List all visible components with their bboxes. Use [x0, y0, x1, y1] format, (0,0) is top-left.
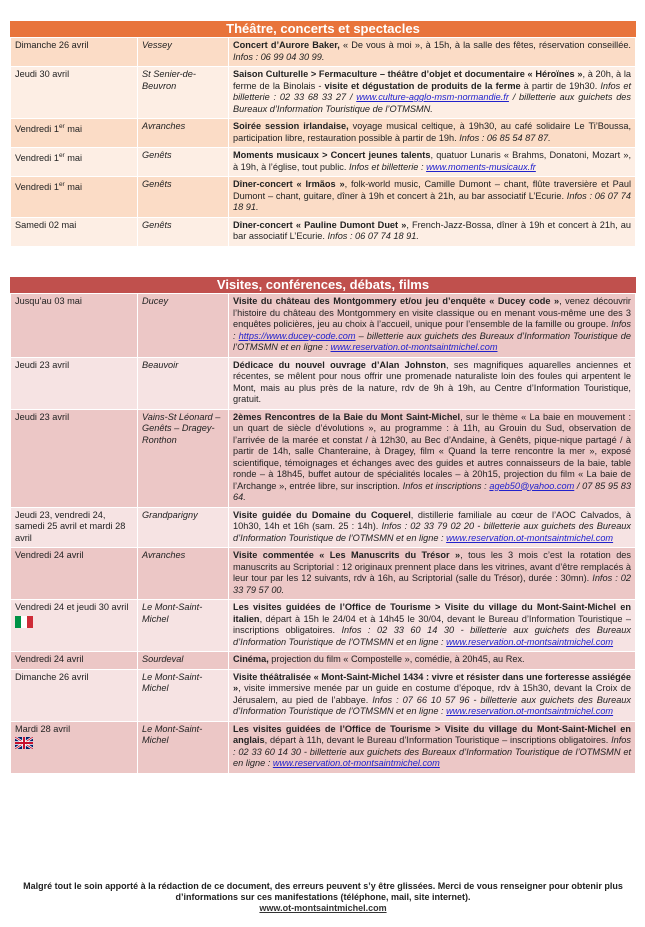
event-date [11, 507, 138, 548]
event-date [11, 600, 138, 652]
event-link[interactable]: www.reservation.ot-montsaintmichel.com [272, 758, 440, 768]
event-date [11, 357, 138, 409]
event-place-text: Genêts [142, 150, 172, 160]
event-place-text: Beauvoir [142, 359, 179, 370]
event-date [11, 409, 138, 507]
event-place [138, 119, 229, 148]
event-place [138, 721, 229, 773]
event-date-text: Jeudi 23 avril [15, 411, 70, 422]
event-link[interactable]: https://www.ducey-code.com [238, 330, 356, 341]
event-date [11, 669, 138, 721]
event-place-text: Sourdeval [142, 654, 184, 664]
event-place [138, 294, 229, 358]
event-place-text: Vessey [142, 40, 172, 50]
event-date-text: Samedi 02 mai [15, 219, 77, 230]
event-description-segment: Les visites guidées de l’Office de Tourisme > Visite du village du Mont-Saint-Michel en italien [233, 602, 631, 624]
event-description-segment: , à 20h, à la ferme de la Binolais - [233, 69, 632, 91]
event-place-text: Genêts [142, 179, 172, 189]
event-place [138, 177, 229, 218]
event-row [11, 148, 636, 177]
event-description-segment: – billetterie aux guichets des Bureaux d’Information Touristique de l’OTMSMN et en ligne : [233, 330, 631, 352]
event-description-segment: Infos : [233, 319, 631, 341]
event-description-segment: Infos : 07 66 10 57 96 - billetterie aux guichets des Bureaux d’Information Touristique de l’OTMSMN et en ligne : [233, 694, 632, 716]
event-link[interactable]: www.reservation.ot-montsaintmichel.com [330, 342, 498, 352]
event-row [11, 652, 636, 670]
event-description [229, 357, 636, 409]
event-place [138, 507, 229, 548]
event-place [138, 669, 229, 721]
event-row [11, 67, 636, 119]
event-description-segment: / 07 85 95 83 64. [233, 480, 631, 502]
event-description-segment: Visite théâtralisée « Mont-Saint-Michel 1434 : vivre et résister dans une forteresse assiégée » [233, 671, 631, 693]
event-link[interactable]: www.culture-agglo-msm-normandie.fr [356, 92, 509, 102]
event-description-segment: Infos : 06 07 74 18 91. [233, 190, 632, 212]
event-description [229, 600, 636, 652]
event-description-segment: à partir de 19h30. [520, 80, 601, 91]
event-place-text: Avranches [142, 121, 186, 131]
event-row [11, 721, 636, 773]
event-date [11, 38, 138, 67]
event-place-text: Avranches [142, 550, 186, 560]
event-link[interactable]: www.reservation.ot-montsaintmichel.com [446, 636, 614, 647]
event-description-segment: Concert d’Aurore Baker, [233, 40, 343, 50]
event-place-text: Le Mont-Saint-Michel [142, 602, 203, 624]
event-description [229, 177, 636, 218]
event-description-segment: Dîner-concert « Irmãos » [233, 179, 345, 189]
event-place [138, 217, 229, 246]
event-date-text: Vendredi 24 et jeudi 30 avril [15, 602, 129, 612]
event-description-segment: , folk-world music, Camille Dumont – chant, flûte traversière et Paul Dumont – chant, guitare, dîner à 19h et concert à 21h, au bar associatif L’Ecurie. [233, 179, 631, 201]
event-place [138, 652, 229, 670]
event-row [11, 294, 636, 358]
event-description [229, 148, 636, 177]
event-place-text: Ducey [142, 296, 169, 306]
event-description-segment: , sur le thème « La baie en mouvement : un quart de siècle d’évolutions », au programme : à 11h, au Grouin du Sud, observation de l’arrivée de la marée et constat / à 12h30, au Bec d’Andaine, à Genêts, pique-nique partagé / à partir de 14h, salle Chanteraine, à Dragey, film « Quand la terre rencontre la mer », exposé scientifique, témoignages et échanges avec des guides et autres connaisseurs de la baie, table ronde – à 18h45, buffet autour de spécialités locales – à 20h15, projection du film « La baie de l’Archange », entrée libre, sur inscription. [233, 411, 631, 491]
event-row [11, 38, 636, 67]
event-description-segment: , ses magnifiques aquarelles anciennes et récentes, se mêlent pour nous offrir une promenade naturaliste loin des foules qui arpentent le Mont, mais au plus près de la nature, rdv de 9h à 19h, au Centre d’Information Touristique, gratuit. [233, 359, 631, 404]
event-date [11, 148, 138, 177]
event-row [11, 119, 636, 148]
event-date-text: Vendredi 24 avril [15, 654, 84, 664]
event-description [229, 38, 636, 67]
event-description-segment: Saison Culturelle > Fermaculture – théâtre d’objet et documentaire « Héroïnes » [233, 69, 583, 79]
section-theatre [10, 21, 636, 247]
event-row [11, 409, 636, 507]
event-description [229, 217, 636, 246]
event-date [11, 67, 138, 119]
event-date-text: Vendredi 24 avril [15, 550, 84, 560]
event-place-text: Genêts [142, 219, 172, 230]
event-description [229, 409, 636, 507]
event-description-segment: , French-Jazz-Bossa, dîner à 19h et concert à 21h, au bar associatif L’Ecurie. [233, 219, 631, 241]
events-table-visites [10, 293, 636, 774]
event-row [11, 357, 636, 409]
event-description-segment: Soirée session irlandaise, [233, 121, 349, 131]
event-description-segment: Visite guidée du Domaine du Coquerel [233, 509, 411, 520]
event-description [229, 548, 636, 600]
event-row [11, 217, 636, 246]
event-description-segment: , tous les 3 mois c’est la rotation des manuscrits au Scriptorial : 12 originaux prennent place dans les vitrines, avant d’être remplacés à leur tour par les 12 suivants, rdv à 16h, au Scriptorial (salle du Trésor), durée : 30mn). [233, 550, 632, 583]
event-description-segment: projection du film « Compostelle », comédie, à 20h45, au Rex. [268, 654, 525, 664]
event-description-segment: Cinéma, [233, 654, 269, 664]
event-place [138, 357, 229, 409]
event-description-segment: , départ à 15h le 24/04 et à 14h45 le 30/04, devant le Bureau d’Information Touristique – inscriptions obligatoires. [233, 613, 631, 635]
event-description-segment: voyage musical celtique, à 19h30, au café solidaire Le Ti’Boussa, participation libre, restauration possible à partir de 19h. [233, 121, 631, 143]
event-description-segment: Dédicace du nouvel ouvrage d’Alan Johnston [233, 359, 446, 370]
event-description-segment: Infos : 06 07 74 18 91. [327, 231, 419, 241]
event-place-text: Le Mont-Saint-Michel [142, 723, 203, 745]
event-description-segment: Visite du château des Montgommery et/ou jeu d’enquête « Ducey code » [233, 296, 560, 306]
event-date-text: Vendredi 1er mai [15, 181, 83, 193]
event-place [138, 38, 229, 67]
event-description-segment: , quatuor Lunaris « Brahms, Donatoni, Mozart », à 19h, à l’église, tout public. [233, 150, 631, 172]
event-description-segment: , départ à 11h, devant le Bureau d’Information Touristique – inscriptions obligatoires. [264, 735, 612, 745]
event-description [229, 294, 636, 358]
event-description-segment: « De vous à moi », à 15h, à la salle des fêtes, réservation conseillée. [342, 40, 631, 50]
event-description-segment: Infos : 02 33 79 57 00. [233, 573, 631, 595]
event-description-segment: Infos et billetterie : [348, 161, 427, 172]
event-place-text: Grandparigny [142, 509, 198, 520]
event-description-segment: Visite commentée « Les Manuscrits du Trésor » [233, 550, 461, 560]
event-date-text: Jusqu’au 03 mai [15, 296, 82, 306]
section-title-visites: Visites, conférences, débats, films [10, 277, 636, 293]
event-description-segment: , distillerie familiale au cœur de l’AOC Calvados, à 10h30, 14h et 16h (sam. 25 : 14h). [233, 509, 631, 531]
event-description-segment: Infos : 06 99 04 30 99. [233, 51, 325, 62]
event-place [138, 548, 229, 600]
event-date-text: Jeudi 23 avril [15, 359, 70, 370]
event-date [11, 119, 138, 148]
event-description-segment: , visite immersive menée par un guide en costume d’époque, rdv à 15h30, devant la Croix de Jérusalem, au pied de l’abbaye. [233, 683, 631, 705]
uk-flag-icon [15, 737, 33, 749]
event-place [138, 148, 229, 177]
event-date-text: Jeudi 30 avril [15, 69, 70, 79]
event-description-segment: Moments musicaux > Concert jeunes talents [233, 150, 431, 160]
event-date [11, 294, 138, 358]
italian-flag-icon [15, 616, 33, 628]
event-place-text: Vains-St Léonard – Genêts – Dragey-Ronthon [142, 411, 221, 445]
event-description [229, 67, 636, 119]
section-title-theatre: Théâtre, concerts et spectacles [10, 21, 636, 37]
event-place-text: Le Mont-Saint-Michel [142, 671, 203, 693]
event-place [138, 409, 229, 507]
event-description-segment: , venez découvrir l’histoire du château des Montgommery en visite classique ou en menant vous-même une des 3 enquêtes policières, jeu au choix à l’accueil, unique pour l’ensemble de la famille ou groupe. [233, 296, 631, 329]
event-description-segment: Infos et inscriptions : [402, 480, 490, 491]
event-description-segment: / billetterie aux guichets des Bureaux d’Information Touristique de l’OTMSMN. [233, 92, 632, 114]
event-place-text: St Senier-de-Beuvron [142, 69, 196, 91]
event-description-segment: Infos : 02 33 79 02 20 - billetterie aux guichets des Bureaux d’Information Touristique de l’OTMSMN et en ligne : [233, 521, 632, 543]
event-description [229, 669, 636, 721]
event-row [11, 669, 636, 721]
event-description-segment: Dîner-concert « Pauline Dumont Duet » [233, 219, 407, 230]
event-row [11, 600, 636, 652]
event-row [11, 177, 636, 218]
footer [10, 881, 636, 914]
event-description-segment: Infos : 02 33 60 14 30 - billetterie aux guichets des Bureaux d’Information Touristique de l’OTMSMN et en ligne : [233, 625, 631, 647]
event-date-text: Jeudi 23, vendredi 24, samedi 25 avril et mardi 28 avril [15, 509, 126, 543]
section-visites [10, 277, 636, 774]
event-description-segment: 2èmes Rencontres de la Baie du Mont Saint-Michel [233, 411, 461, 422]
event-date [11, 548, 138, 600]
event-date [11, 652, 138, 670]
event-date [11, 721, 138, 773]
event-date-text: Vendredi 1er mai [15, 123, 83, 135]
event-description-segment: Infos : 06 85 54 87 87. [459, 132, 551, 143]
event-description [229, 507, 636, 548]
event-description-segment: Infos : 02 33 60 14 30 - billetterie aux guichets des Bureaux d’Information Touristique de l’OTMSMN et en ligne : [233, 735, 631, 768]
event-link[interactable]: www.reservation.ot-montsaintmichel.com [446, 532, 614, 543]
event-description [229, 119, 636, 148]
website-link[interactable]: www.ot-montsaintmichel.com [259, 903, 387, 913]
event-description-segment: Infos et billetterie : 02 33 68 33 27 / [233, 80, 631, 102]
event-date-text: Mardi 28 avril [15, 723, 71, 734]
event-description [229, 721, 636, 773]
event-date-text: Vendredi 1er mai [15, 152, 83, 164]
event-place [138, 600, 229, 652]
disclaimer-text: Malgré tout le soin apporté à la rédaction de ce document, des erreurs peuvent s’y être glissées. Merci de vous renseigner pour obtenir plus d’informations sur ces manifestations (téléphone, mail, site internet). [23, 881, 623, 902]
events-table-theatre [10, 37, 636, 247]
event-row [11, 507, 636, 548]
event-date-text: Dimanche 26 avril [15, 671, 89, 682]
event-link[interactable]: www.reservation.ot-montsaintmichel.com [446, 706, 614, 716]
event-date-text: Dimanche 26 avril [15, 40, 89, 50]
event-link[interactable]: ageb50@yahoo.com [489, 480, 575, 491]
event-row [11, 548, 636, 600]
event-link[interactable]: www.moments-musicaux.fr [426, 161, 536, 172]
event-date [11, 217, 138, 246]
event-place [138, 67, 229, 119]
event-date [11, 177, 138, 218]
event-description-segment: visite et dégustation de produits de la ferme [324, 80, 521, 91]
event-description-segment: Les visites guidées de l’Office de Tourisme > Visite du village du Mont-Saint-Michel en anglais [233, 723, 631, 745]
event-description [229, 652, 636, 670]
